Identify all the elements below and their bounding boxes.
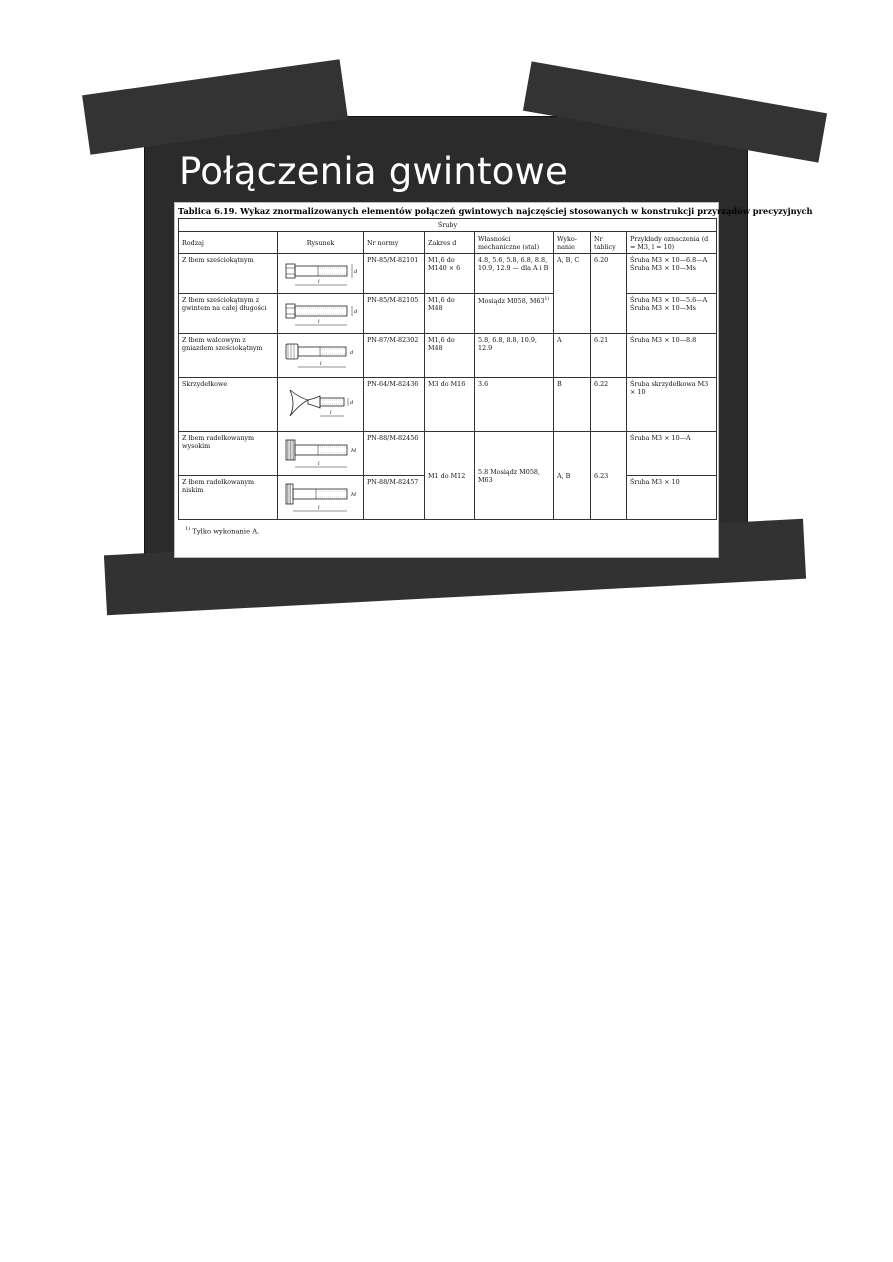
- cell-zakres: M1,6 do M48: [425, 294, 475, 334]
- cell-przyklady: [627, 334, 717, 378]
- footnote-ref: 1): [544, 297, 550, 302]
- cell-wlasnosci: 5.8, 6.8, 8.8, 10.9, 12.9: [475, 334, 554, 378]
- header-wlasnosci: Własności mechaniczne (stal): [475, 232, 554, 254]
- header-nr-normy: Nr normy: [364, 232, 425, 254]
- cell-rodzaj: Z łbem sześciokątnym: [179, 254, 278, 294]
- knurled-low-head-bolt-drawing: [278, 476, 364, 520]
- svg-text:d: d: [354, 269, 358, 275]
- cell-nr-tablicy: 6.21: [591, 334, 627, 378]
- cell-nr-normy: PN-87/M-82302: [364, 334, 425, 378]
- cell-rodzaj: Z łbem radełkowanym niskim: [179, 476, 278, 520]
- svg-text:d: d: [354, 309, 358, 315]
- cell-wykonanie-shared: A, B: [554, 432, 591, 520]
- svg-text:l: l: [318, 461, 320, 467]
- header-rysunek: Rysunek: [278, 232, 364, 254]
- cell-nr-tablicy-shared: 6.23: [591, 432, 627, 520]
- header-wykonanie: Wyko-nanie: [554, 232, 591, 254]
- svg-text:M: M: [351, 448, 357, 454]
- svg-text:l: l: [320, 361, 322, 367]
- cell-przyklady: [627, 378, 717, 432]
- table-row: [179, 334, 717, 378]
- cell-wlasnosci: 3.6: [475, 378, 554, 432]
- example-1: Śruba M3 × 10—5.6—A: [630, 296, 708, 304]
- cell-przyklady: [627, 254, 717, 294]
- example-2: Śruba M3 × 10—Ms: [630, 304, 696, 312]
- cell-zakres: M1,6 do M140 × 6: [425, 254, 475, 294]
- table-image: [174, 202, 813, 558]
- knurled-high-head-bolt-drawing: [278, 432, 364, 476]
- example-1: Śruba M3 × 10: [630, 478, 680, 486]
- table-row: [179, 432, 717, 476]
- table-row: [179, 254, 717, 294]
- svg-text:l: l: [330, 410, 332, 416]
- hex-bolt-drawing: [278, 254, 364, 294]
- example-1: Śruba M3 × 10—A: [630, 434, 691, 442]
- hex-bolt-full-thread-drawing: [278, 294, 364, 334]
- table-caption: Tablica 6.19. Wykaz znormalizowanych elementów połączeń gwintowych najczęściej stosowanych w konstrukcji przyrządów precyzyjnych: [178, 206, 813, 216]
- cell-wykonanie: B: [554, 378, 591, 432]
- group-header: Śruby: [179, 219, 717, 232]
- cell-nr-normy: PN-64/M-82436: [364, 378, 425, 432]
- cell-rodzaj: Z łbem radełkowanym wysokim: [179, 432, 278, 476]
- socket-head-bolt-drawing: [278, 334, 364, 378]
- wing-bolt-drawing: [278, 378, 364, 432]
- slide-title: Połączenia gwintowe: [179, 150, 568, 193]
- cell-wlasnosci-shared: 5.8 Mosiądz M058, M63: [475, 432, 554, 520]
- svg-text:l: l: [318, 319, 320, 325]
- cell-nr-normy: PN-85/M-82101: [364, 254, 425, 294]
- cell-przyklady: [627, 476, 717, 520]
- spec-table: [178, 218, 717, 520]
- cell-rodzaj: Z łbem sześciokątnym z gwintem na całej długości: [179, 294, 278, 334]
- svg-text:d: d: [350, 400, 354, 406]
- table-row: [179, 294, 717, 334]
- background-stripe: [523, 61, 827, 162]
- header-zakres: Zakres d: [425, 232, 475, 254]
- cell-nr-normy: PN-88/M-82456: [364, 432, 425, 476]
- header-przyklady: Przykłady oznaczenia (d = M3, l = 10): [627, 232, 717, 254]
- table-row: [179, 378, 717, 432]
- cell-wykonanie: A: [554, 334, 591, 378]
- cell-nr-normy: PN-85/M-82105: [364, 294, 425, 334]
- example-1: Śruba skrzydełkowa M3 × 10: [630, 380, 709, 396]
- header-rodzaj: Rodzaj: [179, 232, 278, 254]
- footnote: [185, 526, 259, 535]
- cell-zakres: M1,6 do M48: [425, 334, 475, 378]
- cell-nr-tablicy: 6.20: [591, 254, 627, 334]
- header-nr-tablicy: Nr tablicy: [591, 232, 627, 254]
- example-1: Śruba M3 × 10—8.8: [630, 336, 697, 344]
- footnote-mark: 1): [185, 526, 191, 532]
- cell-zakres: M3 do M16: [425, 378, 475, 432]
- slide: [144, 116, 813, 568]
- cell-przyklady: [627, 432, 717, 476]
- cell-nr-tablicy: 6.22: [591, 378, 627, 432]
- example-1: Śruba M3 × 10—6.8—A: [630, 256, 708, 264]
- cell-rodzaj: Z łbem walcowym z gniazdem sześciokątnym: [179, 334, 278, 378]
- background-stripe: [82, 59, 348, 155]
- cell-przyklady: [627, 294, 717, 334]
- svg-text:l: l: [318, 279, 320, 285]
- cell-nr-normy: PN-88/M-82457: [364, 476, 425, 520]
- cell-wlasnosci: [475, 294, 554, 334]
- cell-rodzaj: Skrzydełkowe: [179, 378, 278, 432]
- wlasnosci-text: Mosiądz M058, M63: [478, 297, 545, 306]
- cell-wykonanie: A, B, C: [554, 254, 591, 334]
- example-2: Śruba M3 × 10—Ms: [630, 264, 696, 272]
- svg-text:d: d: [350, 350, 354, 356]
- footnote-text: Tylko wykonanie A.: [192, 527, 260, 536]
- cell-wlasnosci: 4.8, 5.6, 5.8, 6.8, 8.8, 10.9, 12.9 — dla A i B: [475, 254, 554, 294]
- cell-zakres-shared: M1 do M12: [425, 432, 475, 520]
- svg-text:M: M: [351, 492, 357, 498]
- svg-text:l: l: [318, 505, 320, 511]
